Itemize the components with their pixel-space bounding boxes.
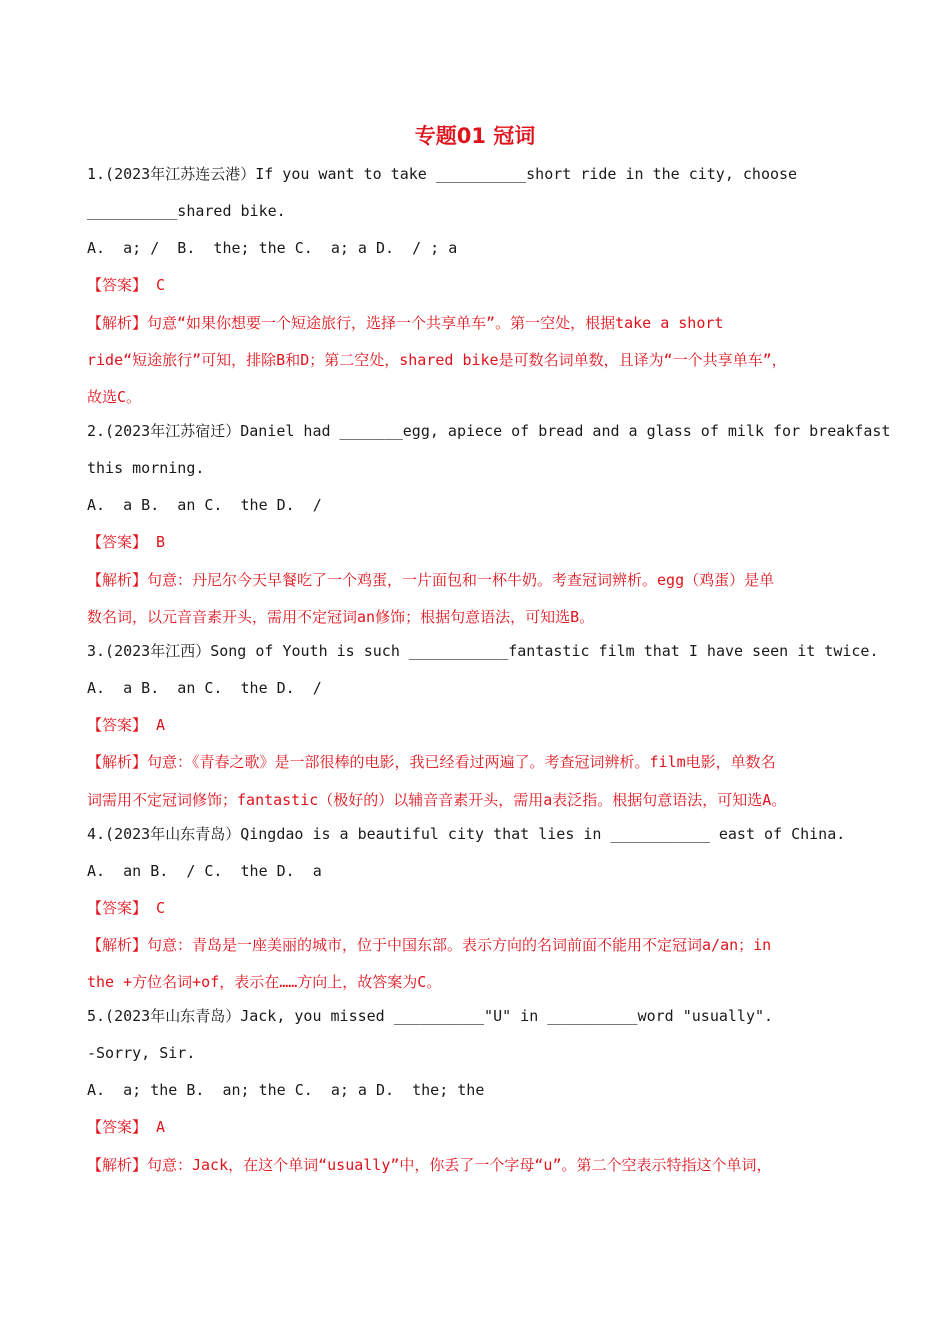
answer-text-line: the +方位名词+of，表示在……方向上，故答案为C。 [87, 973, 442, 991]
question-text-line: A. a B. an C. the D. / [87, 679, 322, 697]
answer-text-line: 【答案】 B [87, 533, 166, 551]
question-text-line: A. a; / B. the; the C. a; a D. / ; a [87, 239, 458, 257]
question-text-line: 4.(2023年山东青岛）Qingdao is a beautiful city that lies in ___________ east of China. [87, 825, 846, 843]
answer-text-line: 数名词，以元音音素开头，需用不定冠词an修饰；根据句意语法，可知选B。 [87, 608, 595, 626]
answer-text-line: 【解析】句意：《青春之歌》是一部很棒的电影，我已经看过两遍了。考查冠词辨析。film电影，单数名 [87, 753, 776, 771]
question-text-line: A. a; the B. an; the C. a; a D. the; the [87, 1081, 485, 1099]
answer-text-line: 故选C。 [87, 388, 142, 406]
answer-text-line: 【解析】句意“如果你想要一个短途旅行，选择一个共享单车”。第一空处，根据take a short [87, 314, 724, 332]
answer-text-line: ride“短途旅行”可知，排除B和D；第二空处，shared bike是可数名词单数，且译为“一个共享单车”， [87, 351, 787, 369]
question-text-line: 3.(2023年江西）Song of Youth is such ___________fantastic film that I have seen it twice. [87, 642, 879, 660]
question-text-line: this morning. [87, 459, 205, 477]
answer-text-line: 词需用不定冠词修饰；fantastic（极好的）以辅音音素开头，需用a表泛指。根据句意语法，可知选A。 [87, 791, 787, 809]
answer-text-line: 【答案】 C [87, 899, 166, 917]
question-text-line: 1.(2023年江苏连云港）If you want to take __________short ride in the city, choose [87, 165, 798, 183]
question-text-line: -Sorry, Sir. [87, 1044, 196, 1062]
question-text-line: 2.(2023年江苏宿迁）Daniel had _______egg, apiece of bread and a glass of milk for breakfast [87, 422, 891, 440]
answer-text-line: 【解析】句意：青岛是一座美丽的城市，位于中国东部。表示方向的名词前面不能用不定冠词a/an；in [87, 936, 772, 954]
answer-text-line: 【答案】 A [87, 716, 166, 734]
answer-text-line: 【答案】 C [87, 276, 166, 294]
answer-text-line: 【解析】句意：Jack，在这个单词“usually”中，你丢了一个字母“u”。第二个空表示特指这个单词， [87, 1156, 772, 1174]
question-text-line: 5.(2023年山东青岛）Jack, you missed __________"U" in __________word "usually". [87, 1007, 774, 1025]
question-text-line: A. a B. an C. the D. / [87, 496, 322, 514]
question-text-line: A. an B. / C. the D. a [87, 862, 322, 880]
answer-text-line: 【答案】 A [87, 1118, 166, 1136]
page-title: 专题01 冠词 [414, 124, 536, 148]
question-text-line: __________shared bike. [87, 202, 286, 220]
answer-text-line: 【解析】句意：丹尼尔今天早餐吃了一个鸡蛋，一片面包和一杯牛奶。考查冠词辨析。egg（鸡蛋）是单 [87, 571, 775, 589]
